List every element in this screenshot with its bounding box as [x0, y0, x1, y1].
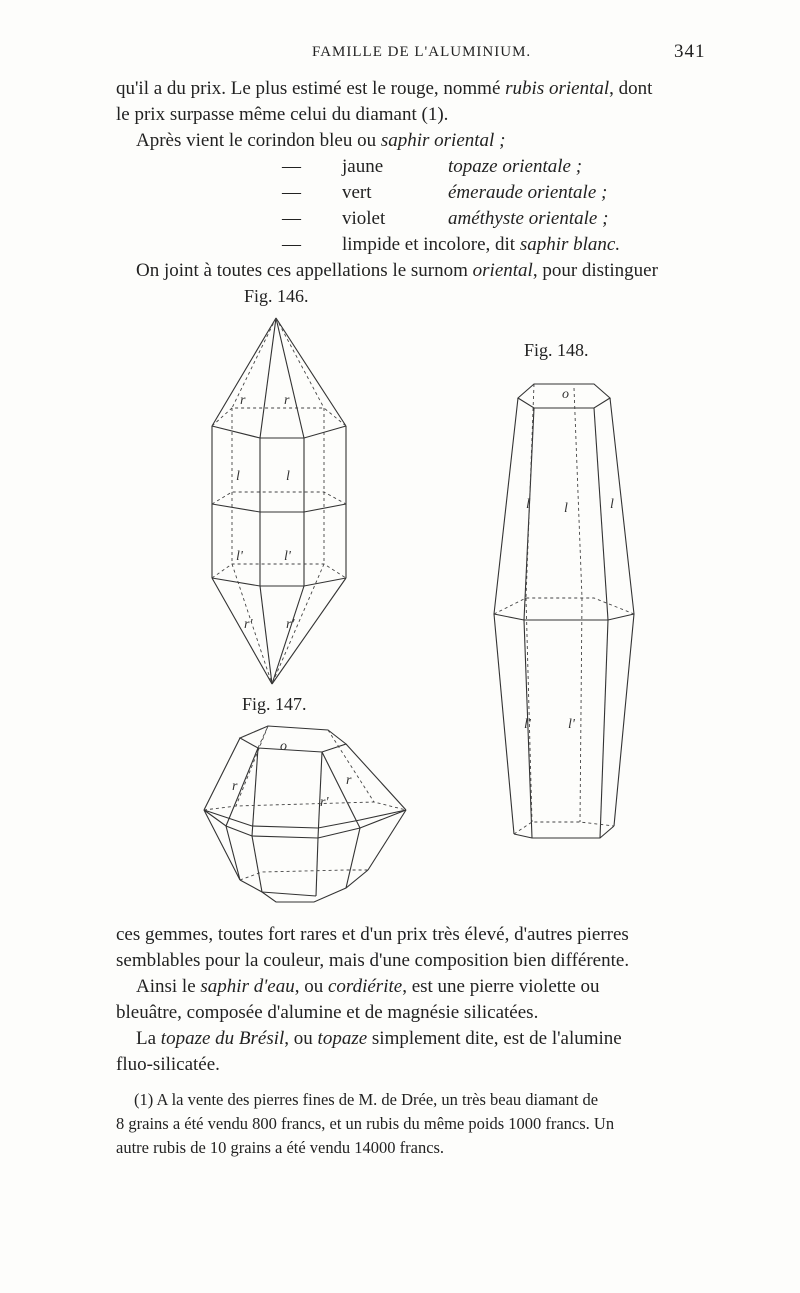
face-label: l [236, 469, 240, 484]
running-title: FAMILLE DE L'ALUMINIUM. [312, 44, 532, 60]
text-line-9: ces gemmes, toutes fort rares et d'un prix très élevé, d'autres pierres [116, 924, 629, 945]
figure-147-crystal [196, 718, 418, 910]
face-label: r' [244, 617, 253, 632]
face-label: r [346, 773, 352, 788]
text-line-10: semblables pour la couleur, mais d'une composition bien différente. [116, 950, 630, 971]
face-label: l' [284, 549, 291, 564]
figure-146-crystal [200, 312, 370, 694]
face-label: r [284, 393, 290, 408]
face-label: r' [320, 795, 329, 810]
face-label: l [526, 497, 530, 512]
face-label: l' [236, 549, 243, 564]
text-line-1: qu'il a du prix. Le plus estimé est le rouge, nommé rubis oriental, dont [116, 78, 653, 99]
footnote-line-2: 8 grains a été vendu 800 francs, et un rubis du même poids 1000 francs. Un [116, 1114, 615, 1133]
face-label: o [280, 739, 287, 754]
text-line-3: Après vient le corindon bleu ou saphir oriental ; [136, 130, 506, 151]
text-line-14: fluo-silicatée. [116, 1054, 220, 1075]
face-label: l' [568, 717, 575, 732]
figure-146-caption: Fig. 146. [244, 286, 309, 306]
face-label: l' [524, 717, 531, 732]
face-label: o [562, 387, 569, 402]
face-label: l [286, 469, 290, 484]
face-label: r' [286, 617, 295, 632]
text-line-11: Ainsi le saphir d'eau, ou cordiérite, est une pierre violette ou [136, 976, 600, 997]
figure-147-caption: Fig. 147. [242, 694, 307, 714]
figure-148-caption: Fig. 148. [524, 340, 589, 360]
text-line-13: La topaze du Brésil, ou topaze simplement dite, est de l'alumine [136, 1028, 622, 1049]
face-label: l [564, 501, 568, 516]
footnote-line-1: (1) A la vente des pierres fines de M. de Drée, un très beau diamant de [134, 1090, 599, 1109]
face-label: r [232, 779, 238, 794]
face-label: r [240, 393, 246, 408]
face-label: l [610, 497, 614, 512]
page-number: 341 [674, 41, 706, 62]
text-line-2: le prix surpasse même celui du diamant (1). [116, 104, 449, 125]
footnote-line-3: autre rubis de 10 grains a été vendu 14000 francs. [116, 1138, 445, 1157]
figure-148-crystal [484, 376, 644, 850]
text-line-8: On joint à toutes ces appellations le surnom oriental, pour distinguer [136, 260, 658, 281]
text-line-12: bleuâtre, composée d'alumine et de magnésie silicatées. [116, 1002, 539, 1023]
